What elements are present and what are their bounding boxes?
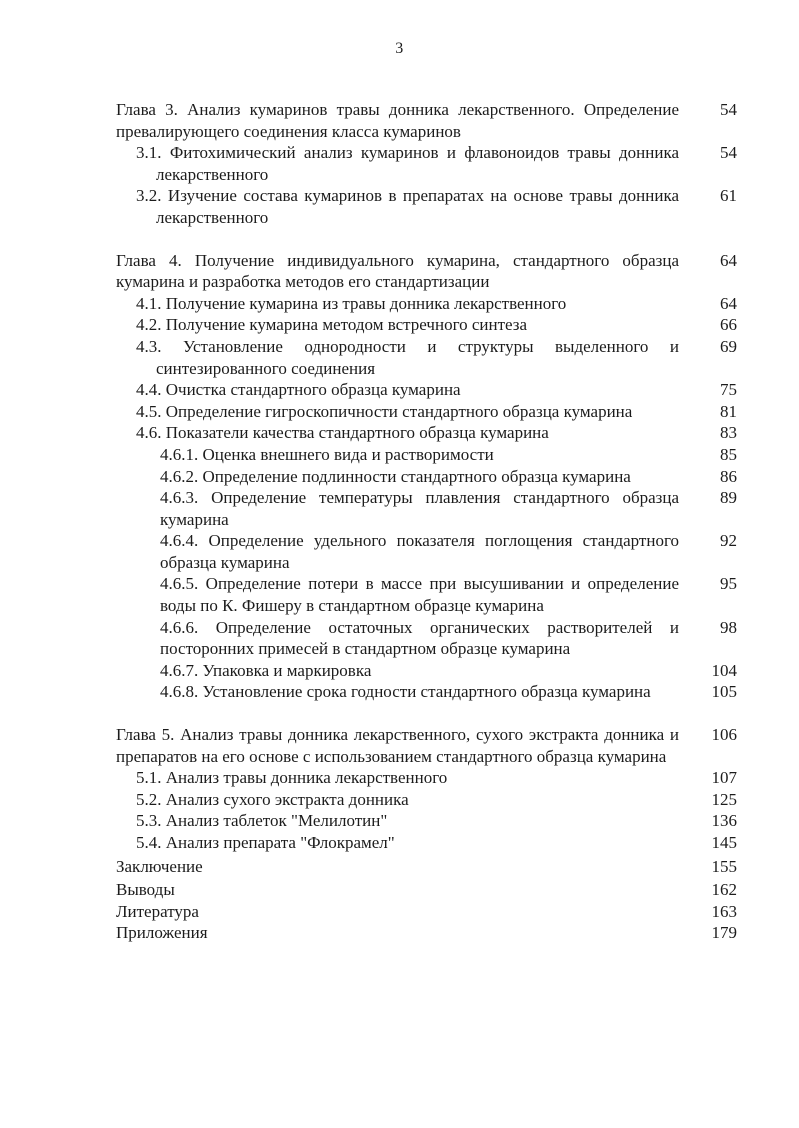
toc-section-5-4 <box>116 832 737 854</box>
toc-section-5-3 <box>116 810 737 832</box>
spacer <box>116 229 737 250</box>
toc-entry-page: 162 <box>711 880 737 900</box>
toc-entry-page: 125 <box>711 789 737 809</box>
toc-entry-page: 85 <box>720 444 737 464</box>
toc-entry-title: 4.6.4. Определение удельного показателя поглощения стандартного образца кумарина <box>160 531 679 572</box>
toc-entry-title: 4.6.2. Определение подлинности стандартного образца кумарина <box>160 466 631 486</box>
spacer <box>116 703 737 724</box>
toc-entry-page: 64 <box>720 250 737 270</box>
toc-entry-title: 4.6. Показатели качества стандартного образца кумарина <box>136 423 549 443</box>
toc-entry-page: 92 <box>720 531 737 551</box>
toc-appendices <box>116 922 737 944</box>
toc-entry-title: 4.6.1. Оценка внешнего вида и растворимости <box>160 444 494 464</box>
toc-entry-title: Литература <box>116 901 199 921</box>
toc-entry-title: 5.2. Анализ сухого экстракта донника <box>136 789 409 809</box>
toc-section-5-2 <box>116 789 737 811</box>
toc-section-4-6-8 <box>116 681 737 703</box>
toc-entry-title: 4.6.5. Определение потери в массе при высушивании и определение воды по К. Фишеру в стандартном образце кумарина <box>160 574 679 616</box>
toc-section-4-6-3 <box>116 487 737 530</box>
toc-entry-page: 145 <box>711 833 737 852</box>
toc-section-4-6-2 <box>116 466 737 488</box>
toc-entry-page: 81 <box>720 401 737 421</box>
toc-entry-page: 83 <box>720 423 737 443</box>
toc-entry-title: Заключение <box>116 856 203 876</box>
toc-section-4-6 <box>116 422 737 444</box>
toc-entry-page: 179 <box>711 923 737 943</box>
toc-entry-page: 66 <box>720 315 737 335</box>
toc-entry-title: 5.4. Анализ препарата "Флокрамел" <box>136 833 395 852</box>
toc-section-4-6-6 <box>116 617 737 660</box>
toc-entry-title: Выводы <box>116 880 175 900</box>
toc-entry-page: 136 <box>711 811 737 831</box>
toc-chapter-3 <box>116 99 737 142</box>
toc-findings <box>116 879 737 901</box>
toc-entry-title: Приложения <box>116 923 208 943</box>
toc-entry-title: Глава 4. Получение индивидуального кумарина, стандартного образца кумарина и разработка методов его стандартизации <box>116 250 679 292</box>
toc-entry-page: 54 <box>720 143 737 163</box>
toc-entry-page: 107 <box>711 768 737 788</box>
toc-entry-page: 61 <box>720 186 737 206</box>
toc-entry-title: 4.1. Получение кумарина из травы донника лекарственного <box>136 293 567 313</box>
toc-entry-page: 69 <box>720 336 737 356</box>
toc-entry-page: 75 <box>720 380 737 400</box>
page-number: 3 <box>395 40 404 57</box>
toc-entry-title: 4.4. Очистка стандартного образца кумарина <box>136 380 461 400</box>
toc-section-3-1 <box>116 142 737 185</box>
toc-entry-title: Глава 3. Анализ кумаринов травы донника лекарственного. Определение превалирующего соединения класса кумаринов <box>116 100 679 141</box>
toc-entry-title: 4.6.3. Определение температуры плавления стандартного образца кумарина <box>160 488 679 529</box>
toc-section-4-3 <box>116 336 737 379</box>
toc-entry-page: 105 <box>711 682 737 702</box>
toc-section-4-6-7 <box>116 660 737 682</box>
toc-entry-page: 163 <box>711 901 737 921</box>
toc-entry-title: 5.3. Анализ таблеток "Мелилотин" <box>136 811 388 831</box>
toc-entry-title: 4.2. Получение кумарина методом встречного синтеза <box>136 315 528 335</box>
toc-section-3-2 <box>116 185 737 228</box>
toc-entry-title: 4.5. Определение гигроскопичности стандартного образца кумарина <box>136 401 633 421</box>
toc-entry-title: 4.3. Установление однородности и структуры выделенного и синтезированного соединения <box>136 336 679 378</box>
toc-entry-page: 89 <box>720 488 737 508</box>
toc-section-5-1 <box>116 767 737 789</box>
toc-entry-page: 106 <box>711 725 737 745</box>
toc-entry-page: 86 <box>720 466 737 486</box>
toc-section-4-2 <box>116 314 737 336</box>
toc-section-4-6-4 <box>116 530 737 573</box>
toc-section-4-5 <box>116 401 737 423</box>
toc-section-4-1 <box>116 293 737 315</box>
toc-entry-title: 4.6.6. Определение остаточных органических растворителей и посторонних примесей в стандартном образце кумарина <box>160 617 679 659</box>
toc-entry-title: Глава 5. Анализ травы донника лекарственного, сухого экстракта донника и препаратов на его основе с использованием стандартного образца кумарина <box>116 725 679 766</box>
toc-entry-page: 54 <box>720 100 737 119</box>
toc-entry-page: 98 <box>720 617 737 637</box>
toc-entry-page: 104 <box>711 660 737 680</box>
toc-conclusion <box>116 856 737 878</box>
toc-entry-title: 4.6.7. Упаковка и маркировка <box>160 660 372 680</box>
toc-literature <box>116 901 737 923</box>
toc-section-4-4 <box>116 379 737 401</box>
toc-section-4-6-1 <box>116 444 737 466</box>
toc-entry-title: 3.1. Фитохимический анализ кумаринов и флавоноидов травы донника лекарственного <box>136 143 679 184</box>
toc-chapter-5 <box>116 724 737 767</box>
toc-entry-page: 95 <box>720 574 737 594</box>
toc-entry-page: 155 <box>711 856 737 876</box>
toc-chapter-4 <box>116 250 737 293</box>
table-of-contents <box>116 99 737 944</box>
toc-entry-title: 3.2. Изучение состава кумаринов в препаратах на основе травы донника лекарственного <box>136 186 679 227</box>
toc-section-4-6-5 <box>116 573 737 616</box>
toc-entry-title: 4.6.8. Установление срока годности стандартного образца кумарина <box>160 682 651 702</box>
toc-entry-title: 5.1. Анализ травы донника лекарственного <box>136 768 448 788</box>
toc-entry-page: 64 <box>720 293 737 313</box>
